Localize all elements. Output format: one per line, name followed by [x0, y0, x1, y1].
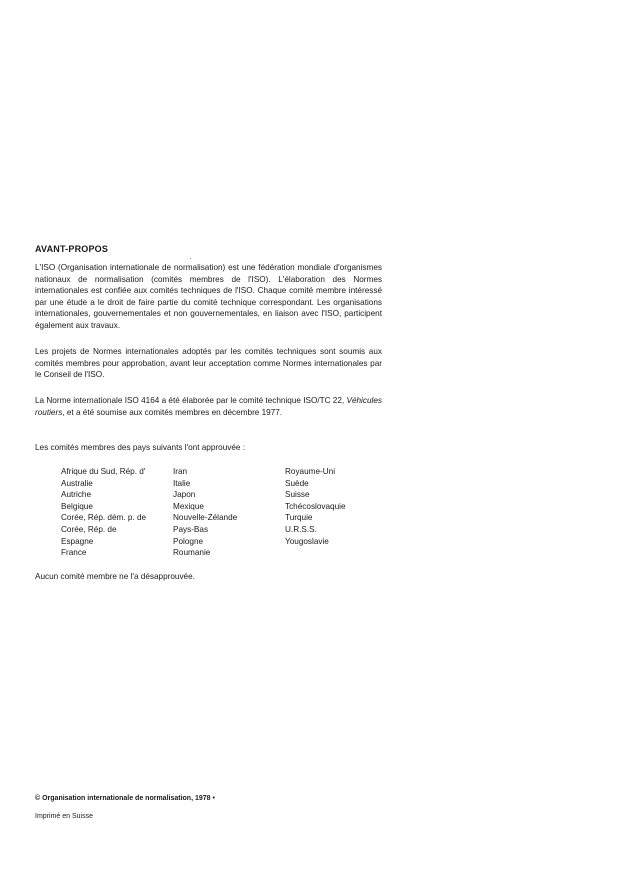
paragraph-no-disapproval: Aucun comité membre ne l'a désapprouvée.: [35, 572, 195, 581]
scan-speck: [190, 258, 191, 259]
country-item: Australie: [61, 478, 93, 488]
country-item: Afrique du Sud, Rép. d': [61, 467, 146, 476]
paragraph-approving-members: Les comités membres des pays suivants l'ont approuvée :: [35, 443, 245, 452]
country-item: Autriche: [61, 490, 92, 500]
country-column-1: [61, 466, 146, 559]
printed-in-notice: Imprimé en Suisse: [35, 813, 93, 820]
country-column-3: [285, 466, 346, 547]
country-item: Royaume-Uni: [285, 467, 336, 476]
country-item: Turquie: [285, 513, 313, 523]
country-item: Mexique: [173, 501, 204, 511]
country-item: Suède: [285, 478, 309, 488]
paragraph-origin-text-start: La Norme internationale ISO 4164 a été élaborée par le comité technique ISO/TC 22,: [35, 396, 347, 405]
paragraph-iso-intro: L'ISO (Organisation internationale de normalisation) est une fédération mondiale d'organismes nationaux de normalisation (comités membres de l'ISO). L'élaboration des Normes internationales est confiée aux comités techniques de l'ISO. Chaque comité membre intéressé par une étude a le droit de faire partie du comité technique correspondant. Les organisations internationales, gouvernementales et non gouvernementales, en liaison avec l'ISO, participent également aux travaux.: [35, 263, 382, 330]
country-item: Pologne: [173, 536, 204, 546]
section-heading: AVANT-PROPOS: [35, 244, 109, 254]
country-item: Corée, Rép. dém. p. de: [61, 513, 147, 523]
country-item: Suisse: [285, 490, 310, 500]
country-item: Iran: [173, 467, 188, 476]
country-item: U.R.S.S.: [285, 524, 317, 534]
country-item: Nouvelle-Zélande: [173, 513, 238, 523]
paragraph-origin-text-end: , et a été soumise aux comités membres en décembre 1977.: [62, 407, 283, 417]
country-item: Italie: [173, 478, 191, 488]
country-column-2: [173, 466, 237, 559]
country-item: Japon: [173, 490, 196, 500]
copyright-notice: © Organisation internationale de normalisation, 1978 •: [35, 795, 215, 802]
country-item: Espagne: [61, 536, 94, 546]
country-item: Corée, Rép. de: [61, 524, 117, 534]
committee-title-italic: Véhicules routiers: [35, 396, 382, 417]
paragraph-standard-origin: [35, 395, 382, 418]
country-item: Tchécoslovaquie: [285, 501, 346, 511]
country-item: Belgique: [61, 501, 93, 511]
paragraph-draft-approval: Les projets de Normes internationales adoptés par les comités techniques sont soumis aux comités membres pour approbation, avant leur acceptation comme Normes internationales par le Conseil de l'ISO.: [35, 347, 382, 380]
country-item: Yougoslavie: [285, 536, 329, 546]
country-item: Roumanie: [173, 548, 211, 558]
country-item: Pays-Bas: [173, 524, 209, 534]
country-item: France: [61, 548, 87, 558]
